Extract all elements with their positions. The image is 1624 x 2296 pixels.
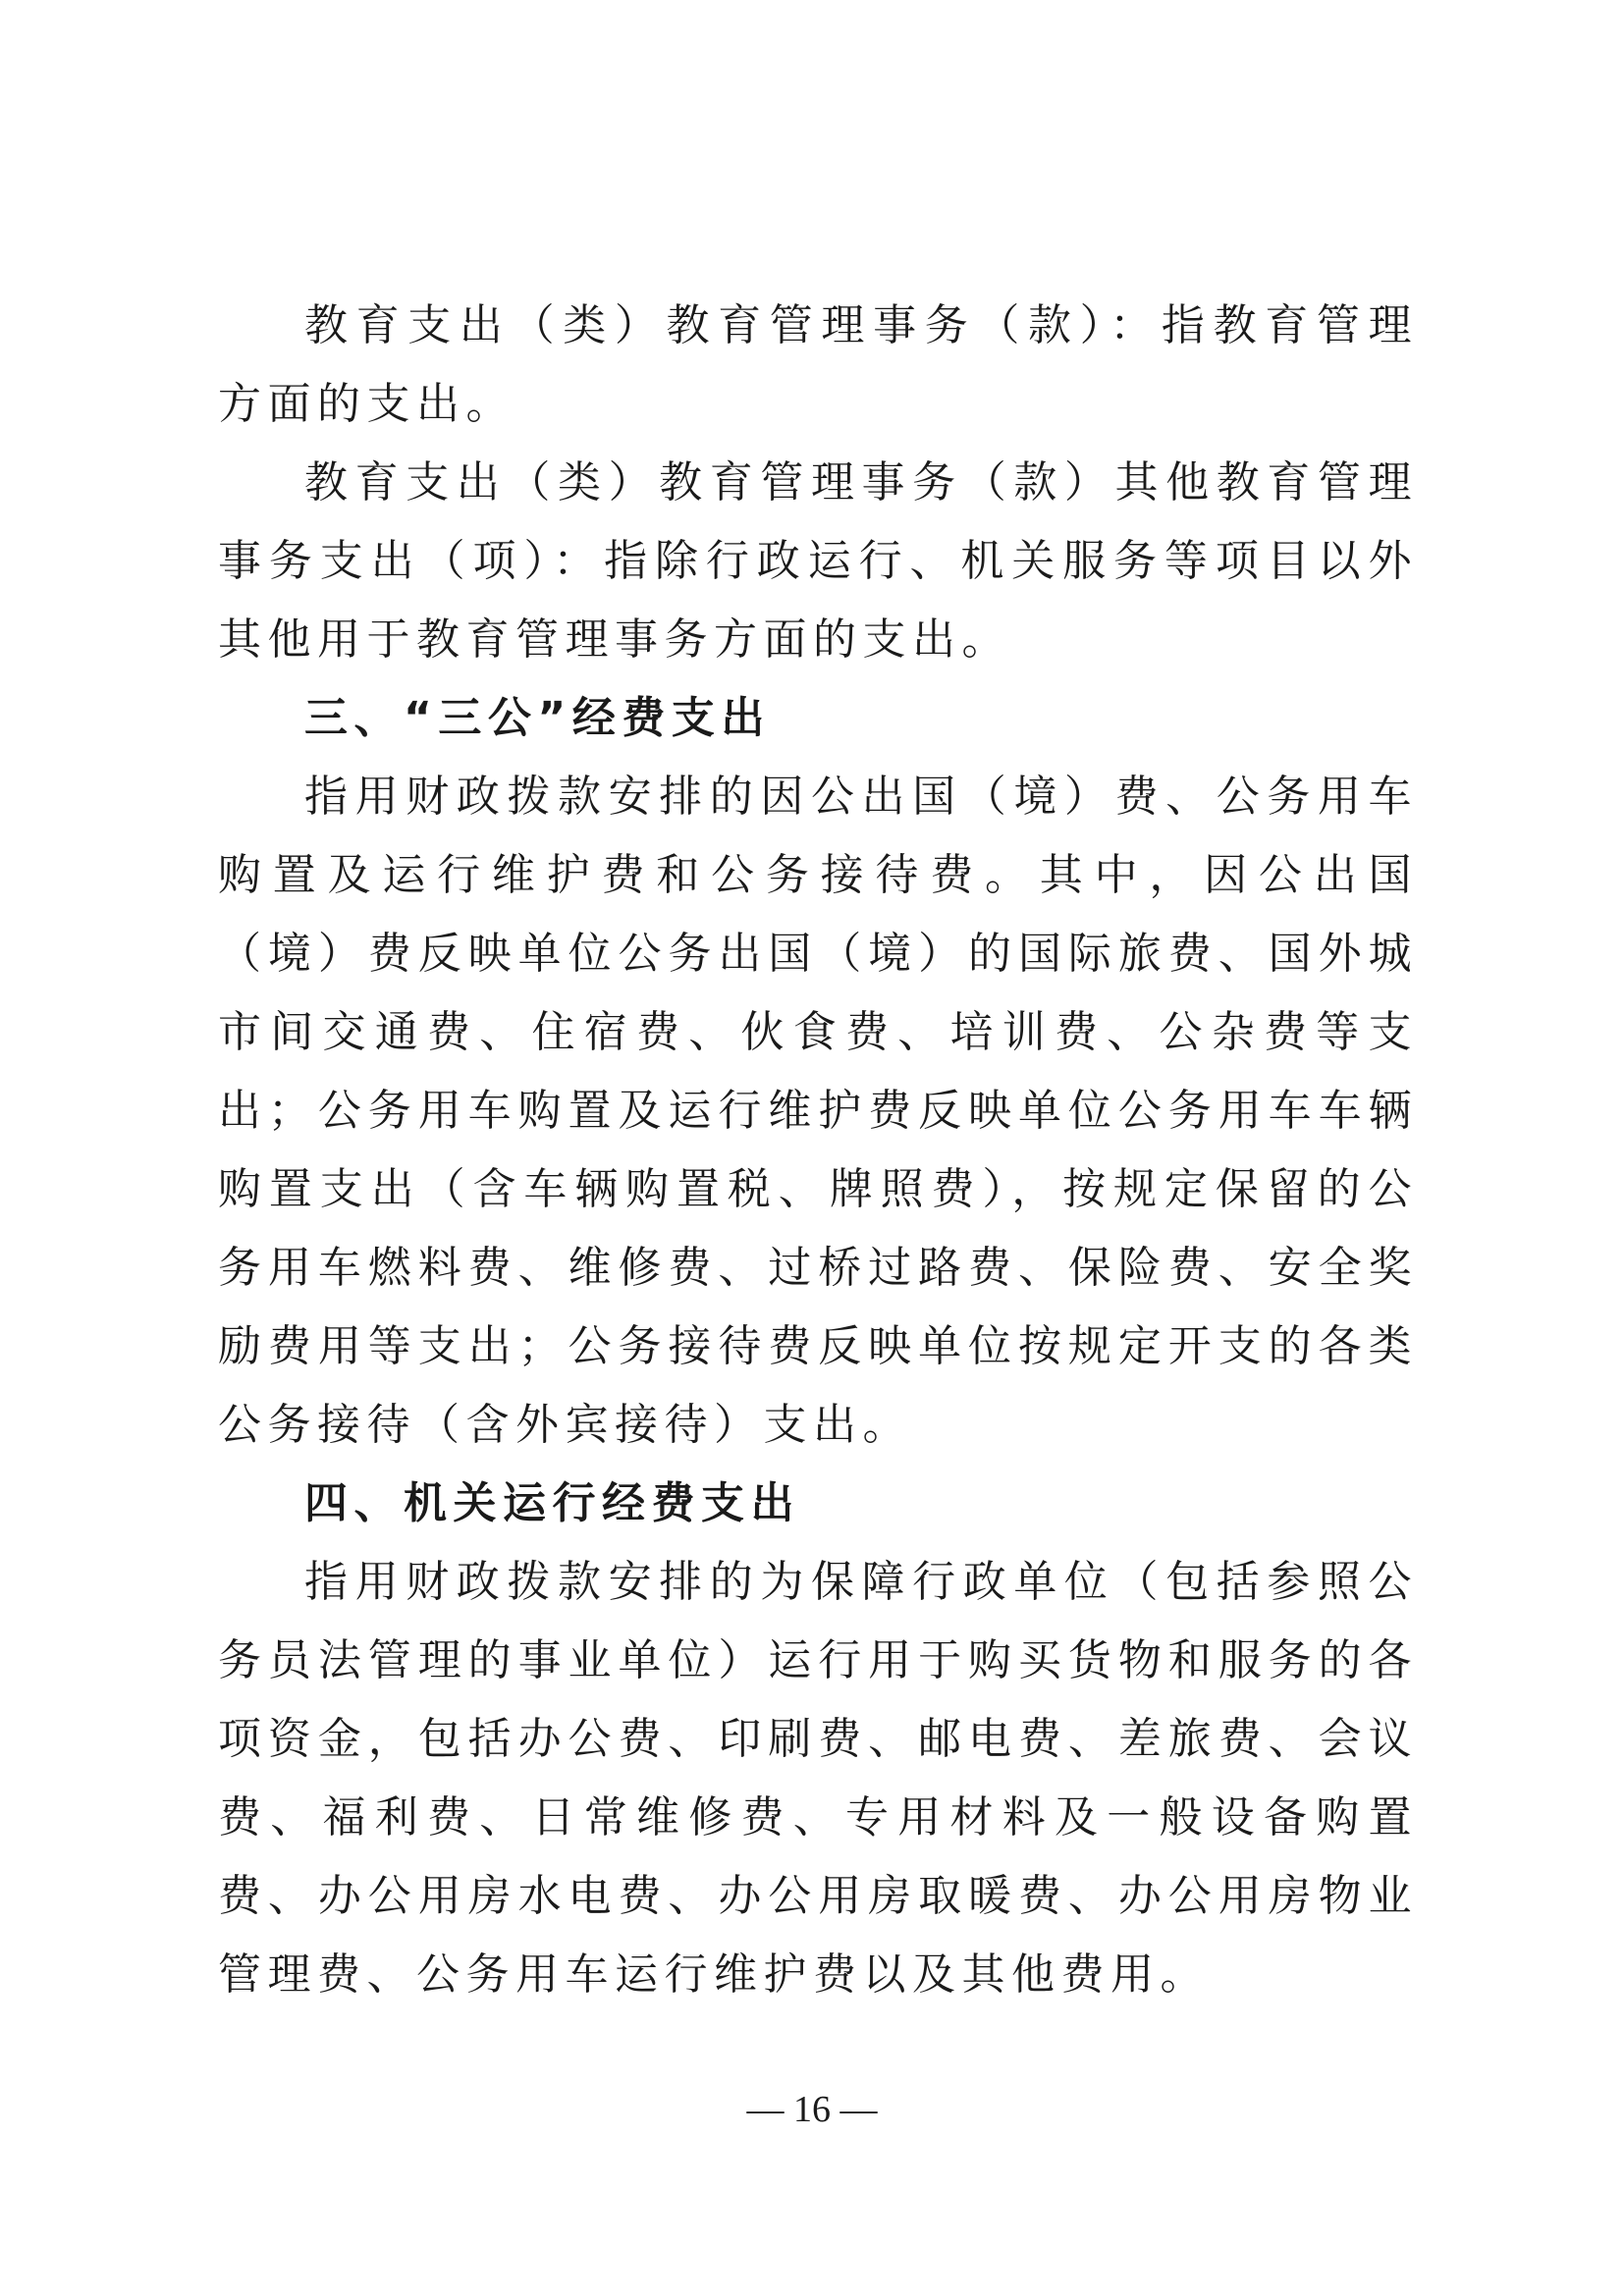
section-heading-office-operation-expenses: 四、机关运行经费支出 [304,1478,800,1528]
page-number: — 16 — [746,2089,878,2130]
paragraph-other-education-management-affairs: 教育支出（类）教育管理事务（款）其他教育管理事务支出（项）：指除行政运行、机关服务等项目以外其他用于教育管理事务方面的支出。 [218,457,1418,665]
document-body [218,287,1418,2014]
paragraph-three-public-expenses-definition: 指用财政拨款安排的因公出国（境）费、公务用车购置及运行维护费和公务接待费。其中，因公出国（境）费反映单位公务出国（境）的国际旅费、国外城市间交通费、住宿费、伙食费、培训费、公杂费等支出；公务用车购置及运行维护费反映单位公务用车车辆购置支出（含车辆购置税、牌照费），按规定保留的公务用车燃料费、维修费、过桥过路费、保险费、安全奖励费用等支出；公务接待费反映单位按规定开支的各类公务接待（含外宾接待）支出。 [218,772,1418,1450]
paragraph-education-management-affairs: 教育支出（类）教育管理事务（款）：指教育管理方面的支出。 [218,300,1418,429]
paragraph-office-operation-expenses-definition: 指用财政拨款安排的为保障行政单位（包括参照公务员法管理的事业单位）运行用于购买货物和服务的各项资金，包括办公费、印刷费、邮电费、差旅费、会议费、福利费、日常维修费、专用材料及一般设备购置费、办公用房水电费、办公用房取暖费、办公用房物业管理费、公务用车运行维护费以及其他费用。 [218,1557,1418,2000]
section-heading-three-public-expenses: 三、“三公”经费支出 [304,693,771,743]
